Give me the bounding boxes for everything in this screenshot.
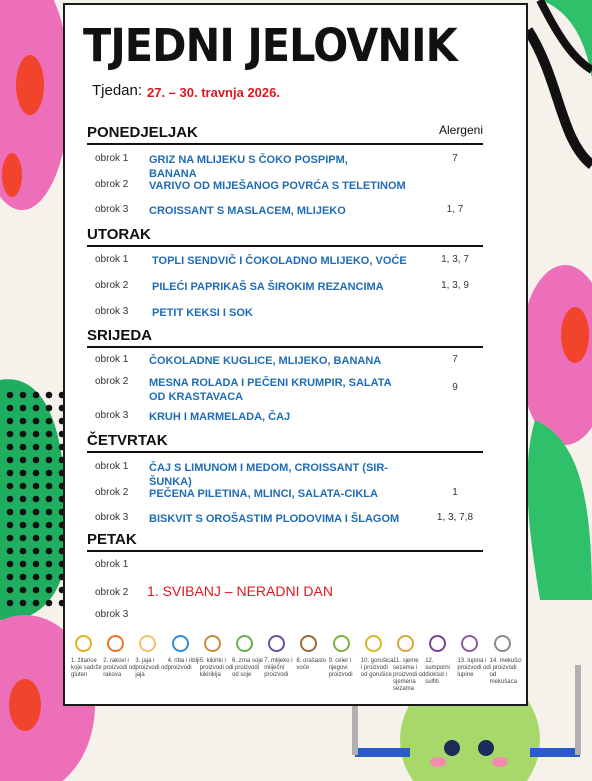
meal-label: obrok 3: [95, 609, 129, 620]
meal-text: VARIVO OD MIJEŠANOG POVRĆA S TELETINOM: [149, 180, 406, 192]
allergen-icon: [107, 635, 124, 652]
meal-label: obrok 2: [95, 376, 129, 387]
legend-text: 7. mlijeko i mliječni proizvodi: [264, 658, 293, 678]
divider: [87, 550, 483, 552]
meal-text: ČAJ S LIMUNOM I MEDOM, CROISSANT (SIR-ŠUNKA): [149, 462, 388, 488]
legend-text: 4. riba i riblji proizvodi: [167, 658, 200, 671]
meal-label: obrok 3: [95, 204, 129, 215]
legend-text: 1. žitarice koje sadrže gluten: [71, 658, 102, 678]
day-friday: [87, 530, 483, 620]
legend-text: 9. celer i njegovi proizvodi: [328, 658, 353, 678]
day-monday: [87, 123, 483, 217]
meal-allergens: 1, 3, 7,8: [436, 512, 474, 523]
legend-item: [457, 635, 491, 679]
meal-text: TOPLI SENDVIČ I ČOKOLADNO MLIJEKO, VOĆE: [152, 255, 407, 267]
legend-item: [264, 635, 298, 679]
meal-allergens: 9: [452, 382, 458, 393]
legend-text: 11. sjeme sezama i proizvodi od sjemena sezama: [393, 658, 426, 692]
legend-text: 12. sumporni dioksid i sulfiti: [425, 658, 450, 685]
meal-allergens: 1, 3, 7: [441, 254, 469, 265]
allergen-icon: [268, 635, 285, 652]
allergen-icon: [461, 635, 478, 652]
legend-item: [71, 635, 105, 679]
allergen-icon: [333, 635, 350, 652]
allergen-icon: [172, 635, 189, 652]
meal-allergens: 1: [452, 487, 458, 498]
meal-text: CROISSANT S MASLACEM, MLIJEKO: [149, 205, 346, 217]
legend-text: 5. kikiriki i proizvodi od kikirikija: [199, 658, 233, 678]
divider: [87, 346, 483, 348]
meal-label: obrok 1: [95, 354, 129, 365]
day-name: ČETVRTAK: [87, 432, 168, 449]
meal-label: obrok 2: [95, 179, 129, 190]
allergen-legend: [71, 635, 521, 705]
legend-item: [135, 635, 169, 679]
week-value: 27. – 30. travnja 2026.: [147, 85, 280, 100]
day-thursday: [87, 431, 483, 525]
meal-text: KRUH I MARMELADA, ČAJ: [149, 411, 291, 423]
meal-label: obrok 1: [95, 153, 129, 164]
divider: [87, 451, 483, 453]
meal-label: obrok 3: [95, 512, 129, 523]
allergen-icon: [236, 635, 253, 652]
allergen-icon: [300, 635, 317, 652]
legend-item: [425, 635, 459, 686]
meal-allergens: 1, 7: [446, 204, 464, 215]
allergen-icon: [429, 635, 446, 652]
day-tuesday: [87, 225, 483, 319]
legend-item: [296, 635, 330, 672]
allergen-icon: [139, 635, 156, 652]
meal-text: MESNA ROLADA I PEČENI KRUMPIR, SALATA OD KRASTAVACA: [149, 377, 392, 403]
legend-text: 6. zrna soje i proizvodi od soje: [232, 658, 264, 678]
legend-text: 10. gorušica i proizvodi od gorušice: [360, 658, 394, 678]
legend-item: [232, 635, 266, 679]
legend-text: 8. orašasto voće: [296, 658, 327, 671]
page-title: TJEDNI JELOVNIK: [83, 19, 457, 72]
meal-label: obrok 1: [95, 254, 129, 265]
meal-label: obrok 2: [95, 280, 129, 291]
divider: [87, 143, 483, 145]
meal-text: BISKVIT S OROŠASTIM PLODOVIMA I ŠLAGOM: [149, 513, 400, 525]
holiday-note: 1. SVIBANJ – NERADNI DAN: [147, 583, 333, 599]
legend-text: 2. rakovi i proizvodi od rakova: [103, 658, 136, 678]
allergen-icon: [75, 635, 92, 652]
allergen-icon: [365, 635, 382, 652]
divider: [87, 245, 483, 247]
meal-text: GRIZ NA MLIJEKU S ČOKO POSPIPM, BANANA: [149, 154, 348, 180]
day-name: UTORAK: [87, 226, 151, 243]
meal-allergens: 7: [452, 153, 458, 164]
day-name: SRIJEDA: [87, 327, 153, 344]
meal-text: PILEĆI PAPRIKAŠ SA ŠIROKIM REZANCIMA: [152, 281, 384, 293]
legend-item: [393, 635, 427, 693]
meal-label: obrok 2: [95, 587, 129, 598]
allergens-header: Alergeni: [438, 123, 483, 137]
day-name: PETAK: [87, 531, 137, 548]
legend-item: [490, 635, 524, 686]
legend-item: [103, 635, 137, 679]
meal-allergens: 7: [452, 354, 458, 365]
day-name: PONEDJELJAK: [87, 124, 198, 141]
meal-allergens: 1, 3, 9: [441, 280, 469, 291]
legend-item: [168, 635, 202, 672]
allergen-icon: [494, 635, 511, 652]
legend-item: [200, 635, 234, 679]
meal-label: obrok 3: [95, 306, 129, 317]
legend-item: [361, 635, 395, 679]
allergen-icon: [204, 635, 221, 652]
day-wednesday: [87, 326, 483, 423]
legend-text: 3. jaja i proizvodi od jaja: [135, 658, 168, 678]
week-label: Tjedan:: [92, 82, 143, 99]
legend-text: 14. mekušci i proizvodi od mekušaca: [489, 658, 522, 685]
meal-label: obrok 1: [95, 461, 129, 472]
meal-text: PEČENA PILETINA, MLINCI, SALATA-CIKLA: [149, 488, 378, 500]
meal-text: PETIT KEKSI I SOK: [152, 307, 253, 319]
menu-sheet: [63, 3, 528, 706]
meal-text: ČOKOLADNE KUGLICE, MLIJEKO, BANANA: [149, 355, 382, 367]
meal-label: obrok 2: [95, 487, 129, 498]
allergen-icon: [397, 635, 414, 652]
meal-label: obrok 1: [95, 559, 129, 570]
legend-text: 13. lupina i proizvodi od lupine: [457, 658, 490, 678]
meal-label: obrok 3: [95, 410, 129, 421]
legend-item: [329, 635, 363, 679]
